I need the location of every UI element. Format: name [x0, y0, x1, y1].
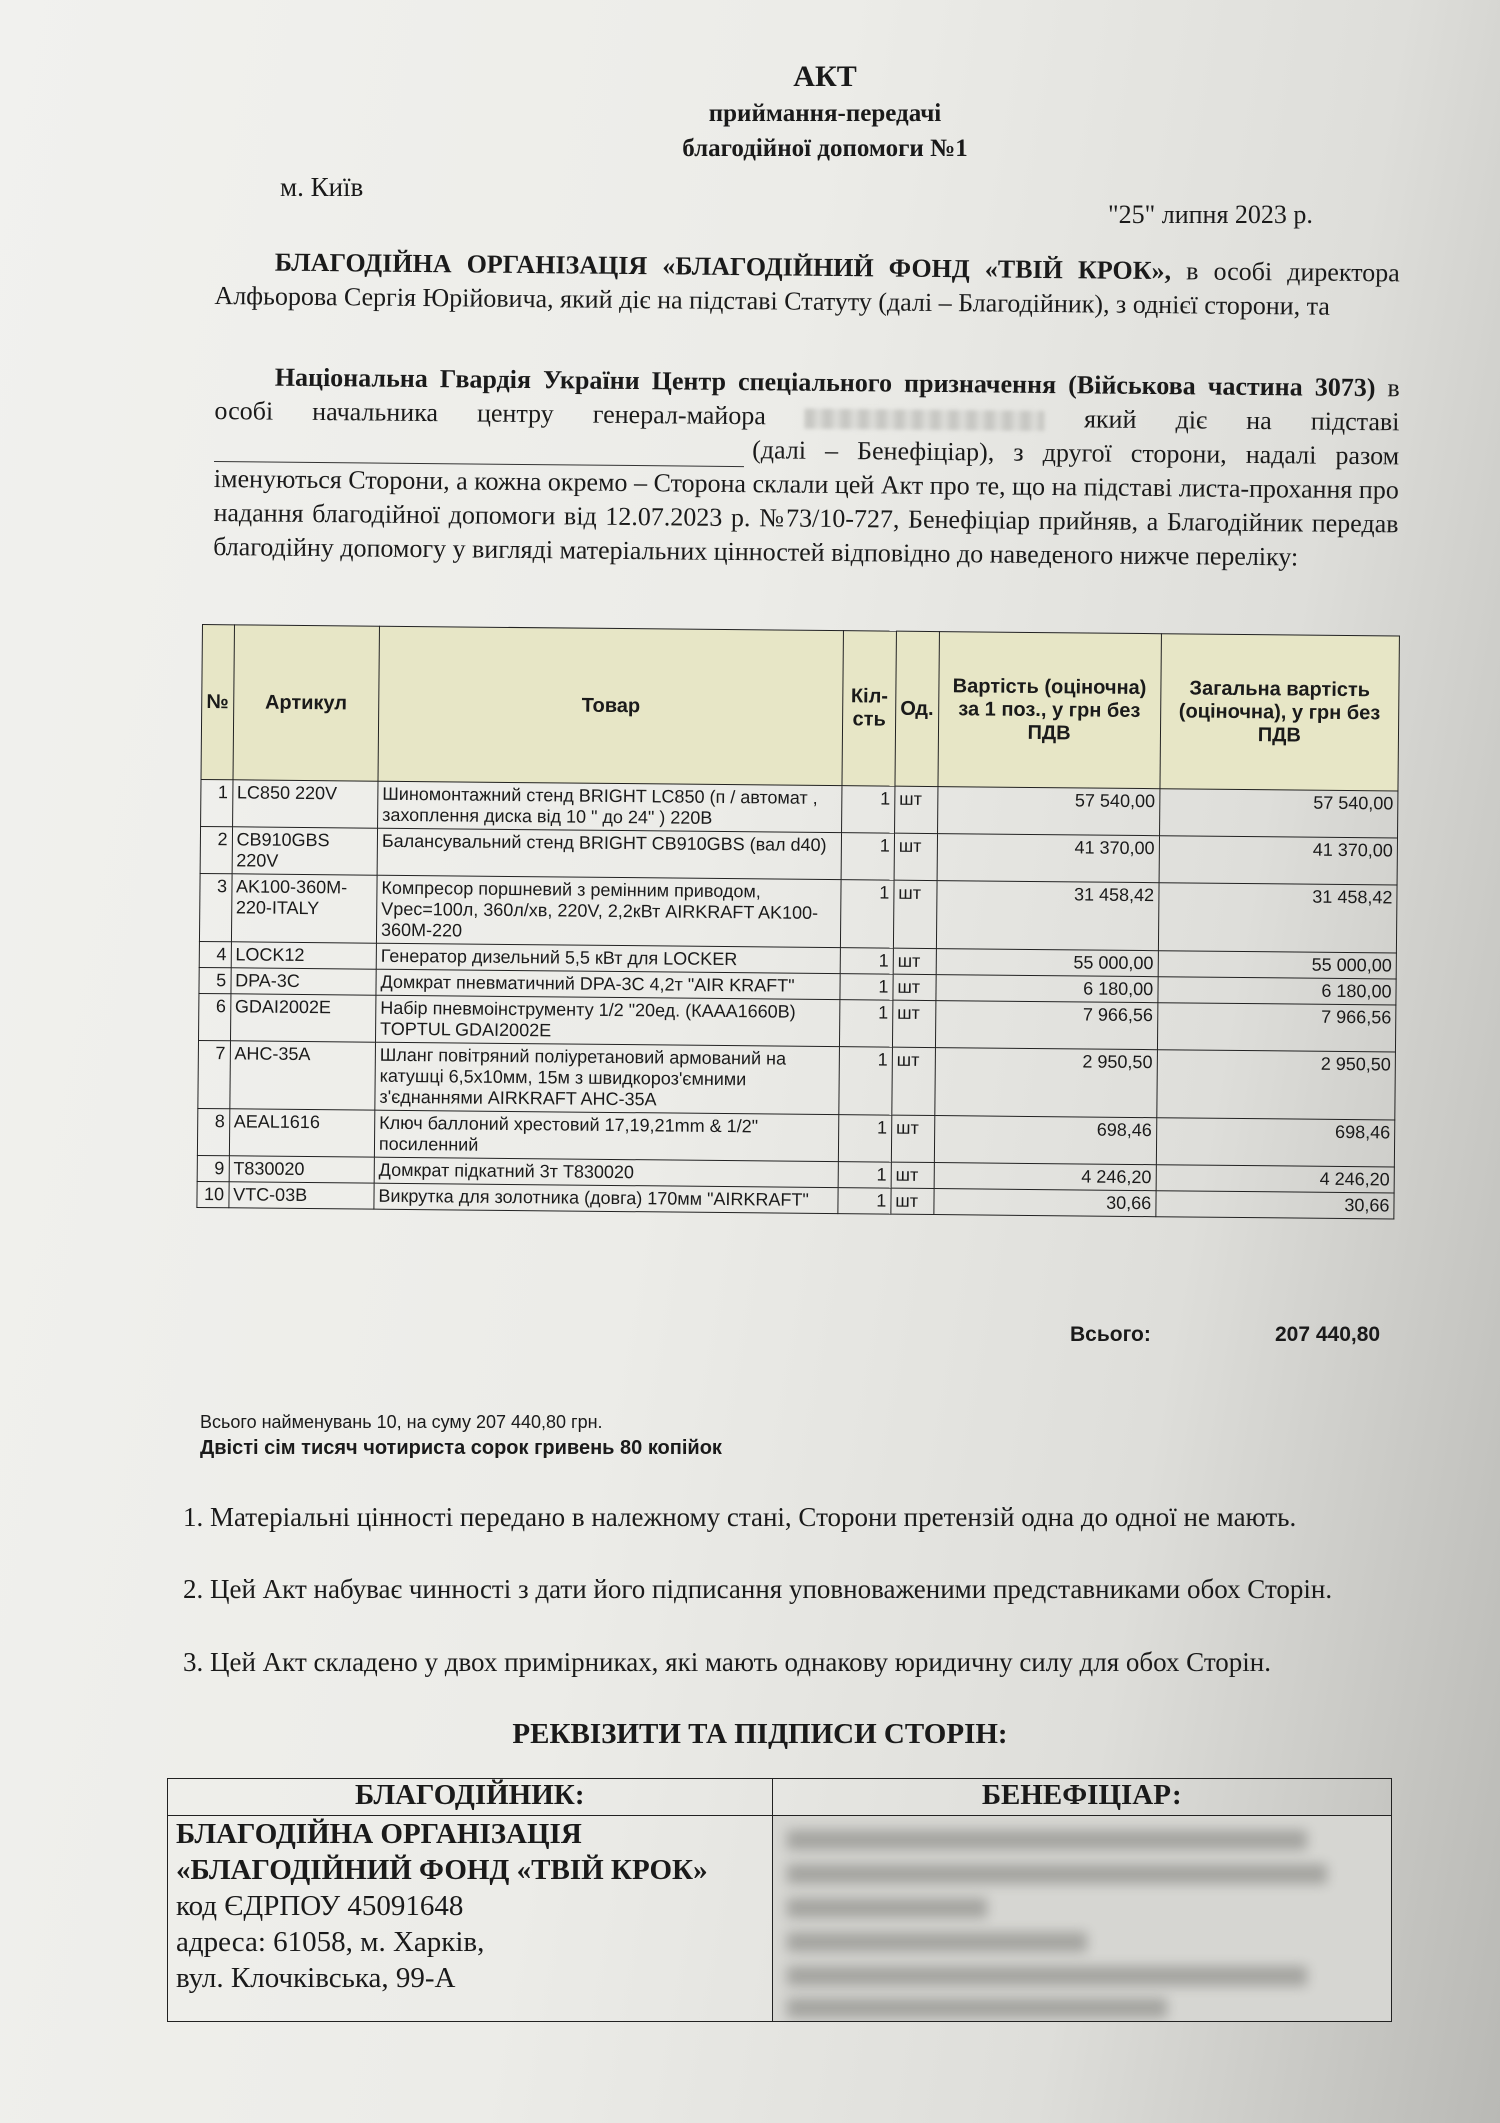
act-subtitle-number: благодійної допомоги №1 — [682, 135, 968, 162]
cell-unit: шт — [891, 1162, 934, 1188]
table-row — [198, 1040, 1396, 1119]
cell-price: 57 540,00 — [937, 787, 1160, 836]
redacted-line — [787, 1864, 1327, 1884]
donor-name: БЛАГОДІЙНА ОРГАНІЗАЦІЯ «БЛАГОДІЙНИЙ ФОНД «ТВІЙ КРОК», — [274, 247, 1172, 286]
city: м. Київ — [280, 172, 364, 202]
cell-price: 55 000,00 — [936, 949, 1158, 977]
intro-recipient-paragraph — [213, 360, 1400, 575]
redacted-line — [787, 1898, 987, 1918]
redacted-name — [805, 409, 1045, 431]
redacted-line — [787, 1830, 1307, 1850]
col-unit: Од. — [895, 631, 939, 786]
table-row — [199, 873, 1397, 952]
cell-no: 5 — [199, 967, 231, 993]
cell-article: LC850 220V — [232, 780, 378, 828]
cell-price: 4 246,20 — [934, 1163, 1156, 1191]
cell-item: Ключ баллоний хрестовий 17,19,21mm & 1/2" посиленний — [374, 1110, 839, 1161]
cell-qty: 1 — [838, 1162, 891, 1189]
donor-org-line1: БЛАГОДІЙНА ОРГАНІЗАЦІЯ — [176, 1818, 582, 1850]
cell-total: 7 966,56 — [1157, 1003, 1396, 1052]
cell-qty: 1 — [840, 974, 893, 1001]
requisites-title: РЕКВІЗИТИ ТА ПІДПИСИ СТОРІН: — [512, 1718, 1008, 1750]
intro-donor-paragraph — [214, 245, 1400, 324]
cell-total: 4 246,20 — [1156, 1165, 1395, 1193]
donor-requisites — [168, 1816, 773, 2022]
cell-qty: 1 — [841, 833, 894, 881]
cell-total: 55 000,00 — [1158, 951, 1397, 979]
cell-no: 10 — [197, 1181, 229, 1207]
blank-line — [214, 437, 744, 467]
cell-unit: шт — [892, 1000, 935, 1047]
act-subtitle: приймання-передачі — [708, 100, 942, 127]
recipient-description-b: який діє на підставі — [1044, 403, 1400, 437]
clause-1: 1. Матеріальні цінності передано в належному стані, Сторони претензій одна до одної не мають. — [183, 1502, 1297, 1532]
donor-description: в особі директора Алфьорова Сергія Юрійовича, який діє на підставі Статуту (далі – Благодійник), з однієї сторони, та — [214, 256, 1400, 321]
cell-total: 698,46 — [1156, 1118, 1395, 1167]
clause-2: 2. Цей Акт набуває чинності з дати його підписання уповноваженими представниками обох Сторін. — [183, 1574, 1333, 1604]
cell-article: AEAL1616 — [229, 1109, 375, 1157]
cell-qty: 1 — [842, 786, 895, 834]
cell-item: Домкрат пневматичний DPA-3C 4,2т "AIR KRAFT" — [376, 969, 841, 999]
goods-table — [196, 624, 1400, 1219]
act-title: АКТ — [793, 60, 857, 93]
cell-article: AHC-35A — [229, 1041, 375, 1110]
cell-article: AK100-360M-220-ITALY — [231, 874, 377, 943]
redacted-line — [787, 1998, 1167, 2018]
total-value: 207 440,80 — [1275, 1323, 1381, 1346]
cell-item: Шиномонтажний стенд BRIGHT LC850 (п / автомат , захоплення диска від 10 " до 24" ) 220В — [378, 781, 843, 832]
cell-item: Домкрат підкатний 3т T830020 — [374, 1157, 839, 1187]
cell-item: Компресор поршневий з ремінним приводом, Vрес=100л, 360л/хв, 220V, 2,2кВт AIRKRAFT AK100-360M-220 — [376, 875, 841, 947]
recipient-description-a: в особі начальника центру генерал-майора — [214, 373, 1400, 431]
col-total: Загальна вартість (оціночна), у грн без ПДВ — [1160, 634, 1400, 791]
cell-qty: 1 — [841, 880, 894, 949]
cell-price: 41 370,00 — [937, 834, 1160, 883]
cell-item: Викрутка для золотника (довга) 170мм "AIRKRAFT" — [374, 1183, 839, 1213]
act-date: "25" липня 2023 р. — [1108, 200, 1313, 229]
col-no: № — [201, 625, 234, 780]
cell-total: 6 180,00 — [1158, 977, 1397, 1005]
cell-total: 41 370,00 — [1159, 836, 1398, 885]
cell-unit: шт — [891, 1115, 934, 1162]
cell-qty: 1 — [841, 948, 894, 975]
donor-header: БЛАГОДІЙНИК: — [168, 1779, 773, 1816]
cell-qty: 1 — [839, 1047, 892, 1116]
cell-price: 31 458,42 — [936, 881, 1159, 951]
cell-unit: шт — [893, 880, 936, 948]
cell-no: 6 — [199, 993, 231, 1040]
total-label: Всього: — [1070, 1323, 1151, 1346]
clause-3: 3. Цей Акт складено у двох примірниках, які мають однакову юридичну силу для обох Сторін. — [183, 1647, 1271, 1677]
cell-item: Набір пневмоінструменту 1/2 "20ед. (КААА1660В) TOPTUL GDAI2002E — [375, 995, 840, 1046]
cell-no: 8 — [197, 1108, 229, 1155]
summary-count: Всього найменувань 10, на суму 207 440,80 грн. — [200, 1412, 603, 1432]
cell-price: 7 966,56 — [935, 1001, 1158, 1050]
parties-table — [167, 1778, 1392, 2022]
cell-no: 4 — [199, 941, 231, 967]
col-article: Артикул — [233, 625, 380, 781]
cell-unit: шт — [893, 948, 936, 974]
table-header-row — [201, 625, 1399, 791]
cell-total: 31 458,42 — [1158, 883, 1397, 953]
cell-no: 7 — [198, 1040, 230, 1108]
cell-qty: 1 — [839, 1115, 892, 1163]
cell-no: 1 — [201, 779, 233, 826]
donor-org-line2: «БЛАГОДІЙНИЙ ФОНД «ТВІЙ КРОК» — [176, 1854, 708, 1886]
recipient-description-c: (далі – Бенефіціар), з другої сторони, надалі разом іменуються Сторони, а кожна окремо – Сторона склали цей Акт про те, що на підставі листа-прохання про надання благодійної допомоги від 12.07.2023 р. №73/10-727, Бенефіціар прийняв, а Благодійник передав благодійну допомогу у вигляді матеріальних цінностей відповідно до наведеного нижче переліку: — [213, 435, 1400, 572]
redacted-line — [787, 1932, 1087, 1952]
cell-price: 698,46 — [934, 1116, 1157, 1165]
redacted-line — [787, 1966, 1307, 1986]
col-item: Товар — [378, 626, 844, 785]
cell-no: 9 — [197, 1155, 229, 1181]
summary-words: Двісті сім тисяч чотириста сорок гривень 80 копійок — [200, 1437, 722, 1459]
cell-article: VTC-03B — [228, 1182, 374, 1209]
cell-article: DPA-3C — [231, 968, 377, 995]
recipient-name: Національна Гвардія України Центр спеціального призначення (Військова частина 3073) — [274, 362, 1376, 403]
donor-address: адреса: 61058, м. Харків, — [176, 1926, 485, 1958]
cell-no: 2 — [200, 826, 232, 873]
cell-item: Генератор дизельний 5,5 кВт для LOCKER — [376, 943, 841, 973]
cell-unit: шт — [892, 1047, 935, 1115]
recipient-header: БЕНЕФІЦІАР: — [772, 1779, 1391, 1816]
cell-no: 3 — [199, 873, 231, 941]
cell-item: Шланг повітряний поліуретановий армований на катушці 6,5х10мм, 15м з швидкороз'ємними з'єднаннями AIRKRAFT AHC-35A — [375, 1042, 840, 1114]
cell-total: 30,66 — [1156, 1191, 1395, 1219]
cell-unit: шт — [894, 786, 937, 833]
cell-qty: 1 — [838, 1188, 891, 1215]
donor-street: вул. Клочківська, 99-А — [176, 1962, 456, 1994]
col-qty: Кіл-сть — [842, 631, 896, 786]
cell-price: 30,66 — [933, 1189, 1155, 1217]
cell-item: Балансувальний стенд BRIGHT CB910GBS (вал d40) — [377, 828, 842, 879]
donor-edrpou: код ЄДРПОУ 45091648 — [176, 1890, 464, 1922]
cell-article: T830020 — [229, 1156, 375, 1183]
cell-unit: шт — [891, 1188, 934, 1214]
cell-article: GDAI2002E — [230, 994, 376, 1042]
cell-price: 6 180,00 — [935, 975, 1157, 1003]
cell-unit: шт — [894, 833, 937, 880]
cell-total: 2 950,50 — [1156, 1050, 1395, 1120]
cell-article: LOCK12 — [231, 942, 377, 969]
recipient-requisites-redacted — [772, 1816, 1391, 2022]
col-price: Вартість (оціночна) за 1 поз., у грн без ПДВ — [938, 632, 1162, 789]
cell-unit: шт — [893, 974, 936, 1000]
cell-qty: 1 — [840, 1000, 893, 1048]
cell-total: 57 540,00 — [1159, 789, 1398, 838]
cell-article: CB910GBS 220V — [232, 827, 378, 875]
cell-price: 2 950,50 — [934, 1048, 1157, 1118]
